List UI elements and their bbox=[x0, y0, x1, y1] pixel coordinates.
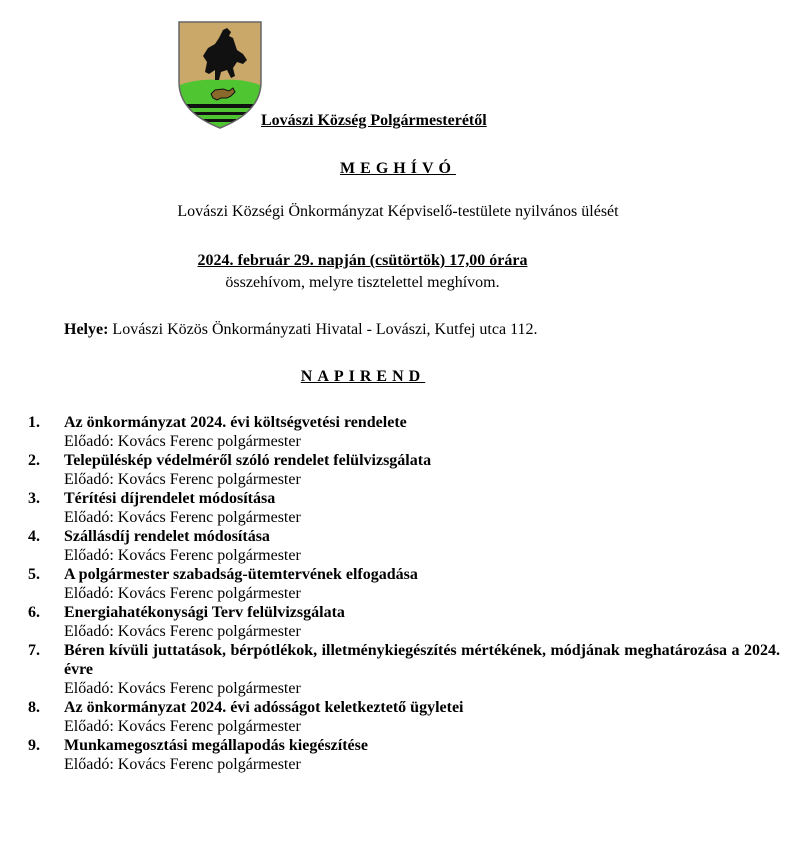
agenda-item-presenter: Előadó: Kovács Ferenc polgármester bbox=[64, 585, 301, 602]
agenda-item-number: 6. bbox=[28, 604, 40, 621]
agenda-item-number: 2. bbox=[28, 452, 40, 469]
agenda-item bbox=[28, 698, 780, 736]
agenda-item-title: Az önkormányzat 2024. évi költségvetési rendelete bbox=[64, 414, 407, 431]
coat-of-arms-icon bbox=[177, 20, 263, 130]
agenda-item-number: 1. bbox=[28, 414, 40, 431]
agenda-item-presenter: Előadó: Kovács Ferenc polgármester bbox=[64, 623, 301, 640]
agenda-item-presenter: Előadó: Kovács Ferenc polgármester bbox=[64, 509, 301, 526]
agenda-item bbox=[28, 451, 780, 489]
agenda-title: NAPIREND bbox=[300, 368, 426, 385]
venue-text: Lovászi Közös Önkormányzati Hivatal - Lovászi, Kutfej utca 112. bbox=[112, 321, 538, 338]
agenda-item bbox=[28, 489, 780, 527]
agenda-item-number: 5. bbox=[28, 566, 40, 583]
agenda-item-title: Térítési díjrendelet módosítása bbox=[64, 490, 276, 507]
agenda-list bbox=[28, 413, 780, 774]
meeting-date: 2024. február 29. napján (csütörtök) 17,00 órára bbox=[197, 252, 528, 269]
venue bbox=[64, 321, 537, 339]
venue-label: Helye: bbox=[64, 321, 109, 338]
intro-text: Lovászi Községi Önkormányzat Képviselő-testülete nyilvános ülését bbox=[177, 203, 619, 220]
agenda-item-number: 3. bbox=[28, 490, 40, 507]
organization-name: Lovászi Község Polgármesterétől bbox=[261, 112, 487, 129]
agenda-item bbox=[28, 413, 780, 451]
agenda-item-presenter: Előadó: Kovács Ferenc polgármester bbox=[64, 471, 301, 488]
agenda-item bbox=[28, 641, 780, 698]
agenda-item-presenter: Előadó: Kovács Ferenc polgármester bbox=[64, 718, 301, 735]
agenda-item-number: 9. bbox=[28, 737, 40, 754]
agenda-item-title: Béren kívüli juttatások, bérpótlékok, illetménykiegészítés mértékének, módjának meghatározása a 2024. évre bbox=[64, 642, 780, 678]
agenda-item-title: A polgármester szabadság-ütemtervének elfogadása bbox=[64, 566, 418, 583]
agenda-item bbox=[28, 603, 780, 641]
agenda-item-presenter: Előadó: Kovács Ferenc polgármester bbox=[64, 547, 301, 564]
convene-text: összehívom, melyre tisztelettel meghívom. bbox=[225, 274, 500, 291]
agenda-item-number: 4. bbox=[28, 528, 40, 545]
agenda-item bbox=[28, 736, 780, 774]
agenda-item-title: Településkép védelméről szóló rendelet felülvizsgálata bbox=[64, 452, 432, 469]
document-title: MEGHÍVÓ bbox=[340, 160, 456, 177]
agenda-item-title: Az önkormányzat 2024. évi adósságot keletkeztető ügyletei bbox=[64, 699, 464, 716]
agenda-item-presenter: Előadó: Kovács Ferenc polgármester bbox=[64, 756, 301, 773]
agenda-item bbox=[28, 527, 780, 565]
agenda-item-title: Munkamegosztási megállapodás kiegészítése bbox=[64, 737, 368, 754]
agenda-item-number: 8. bbox=[28, 699, 40, 716]
agenda-item-presenter: Előadó: Kovács Ferenc polgármester bbox=[64, 433, 301, 450]
agenda-item-presenter: Előadó: Kovács Ferenc polgármester bbox=[64, 680, 301, 697]
agenda-item-title: Energiahatékonysági Terv felülvizsgálata bbox=[64, 604, 345, 621]
agenda-item-number: 7. bbox=[28, 642, 40, 659]
agenda-item-title: Szállásdíj rendelet módosítása bbox=[64, 528, 270, 545]
agenda-item bbox=[28, 565, 780, 603]
